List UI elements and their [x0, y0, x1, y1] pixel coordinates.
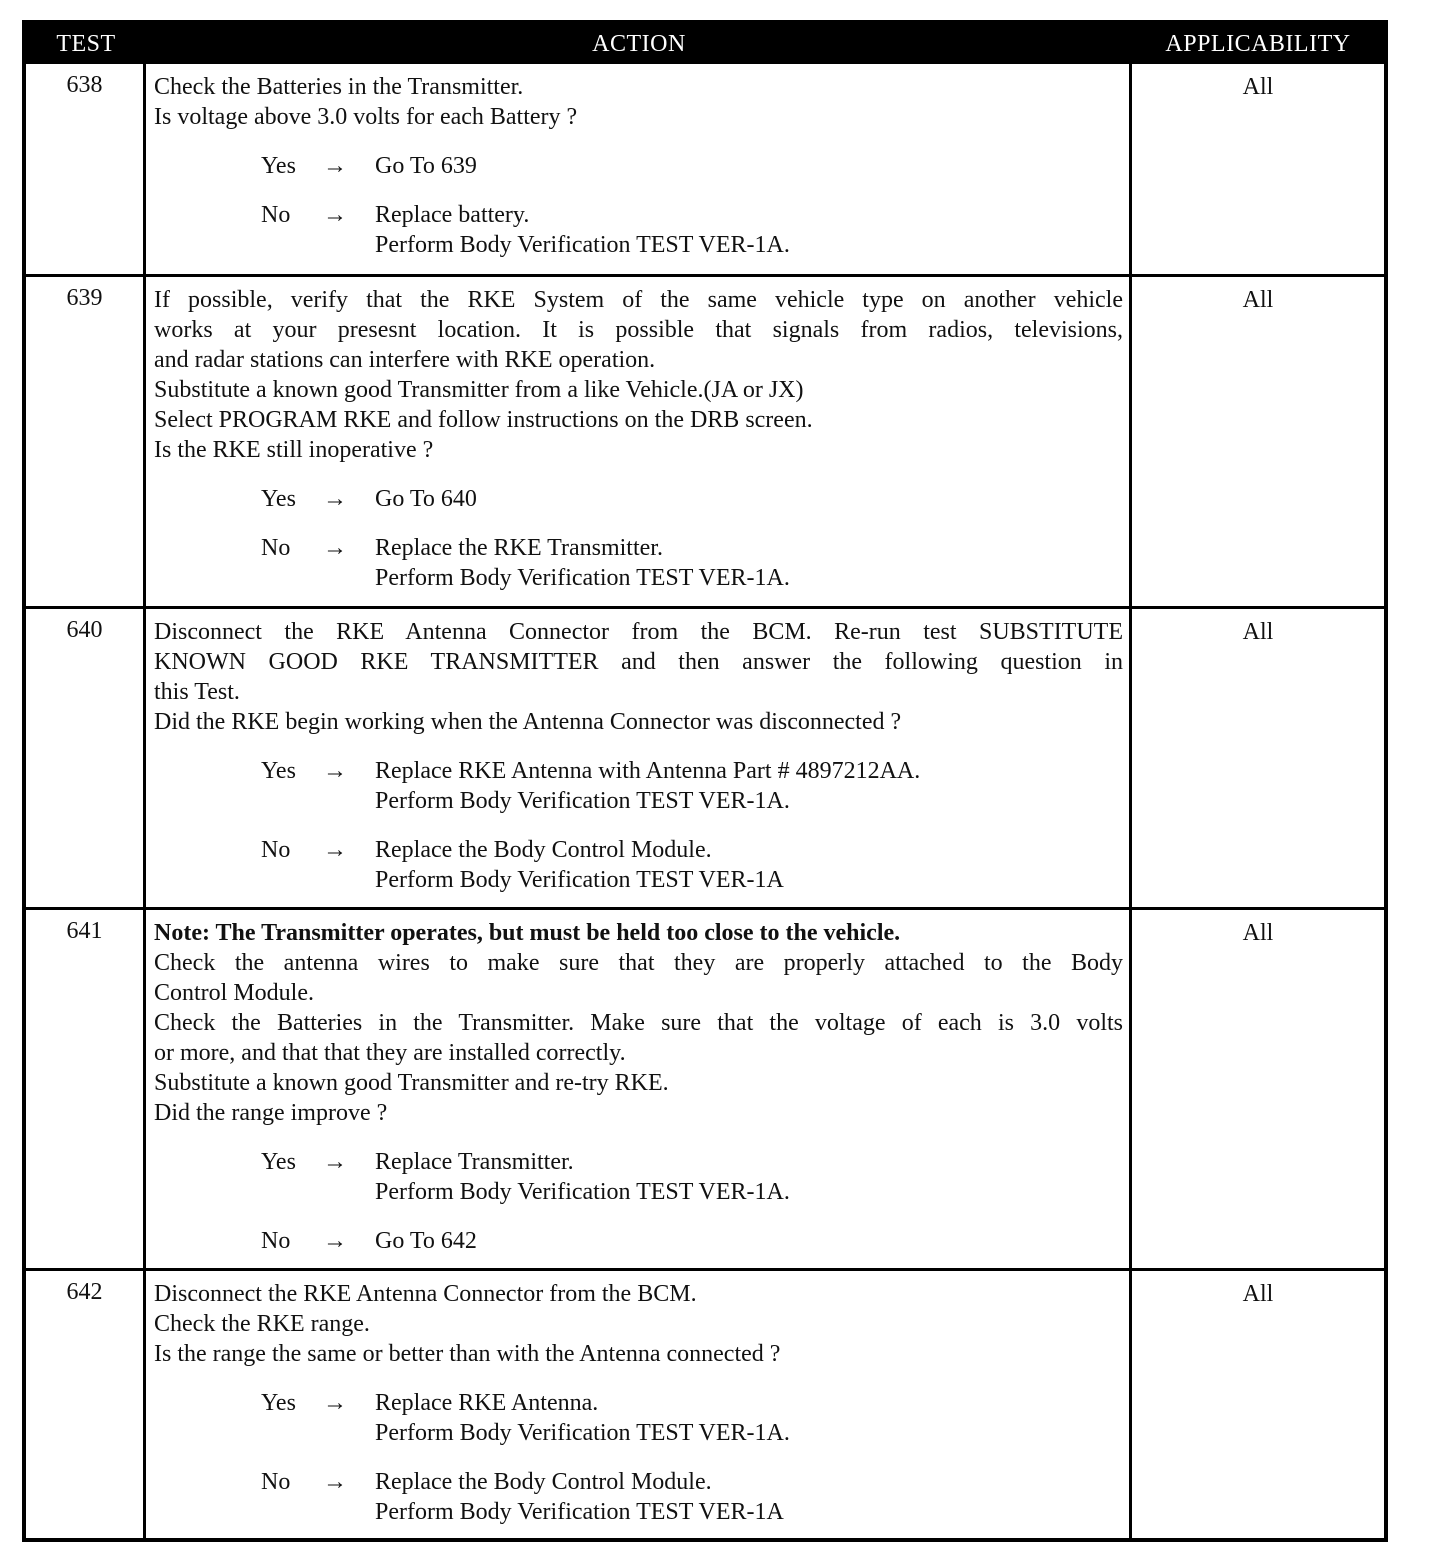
arrow-right-icon: →: [323, 486, 347, 512]
arrow-right-icon: →: [323, 202, 347, 228]
action-line: this Test.: [154, 679, 240, 705]
test-number: 640: [26, 609, 146, 907]
no-label: No: [261, 1228, 291, 1254]
yes-label: Yes: [261, 1390, 296, 1416]
header-test: TEST: [56, 30, 116, 57]
arrow-right-icon: →: [323, 153, 347, 179]
result-line: Perform Body Verification TEST VER-1A: [375, 867, 784, 893]
arrow-right-icon: →: [323, 1228, 347, 1254]
no-result: [375, 1467, 1123, 1527]
action-line: Disconnect the RKE Antenna Connector from the BCM.: [154, 1281, 697, 1307]
arrow-right-icon: →: [323, 535, 347, 561]
result-line: Replace the Body Control Module.: [375, 837, 712, 863]
result-line: Replace RKE Antenna.: [375, 1390, 599, 1416]
yes-result: [375, 756, 1123, 816]
test-number: 639: [26, 277, 146, 606]
result-line: Replace RKE Antenna with Antenna Part # 4897212AA.: [375, 758, 921, 784]
yes-outcome: [154, 756, 1123, 816]
action-cell: [146, 1271, 1132, 1538]
no-outcome: [154, 835, 1123, 895]
action-line: Did the range improve ?: [154, 1100, 388, 1126]
action-line: Select PROGRAM RKE and follow instructions on the DRB screen.: [154, 407, 813, 433]
result-line: Perform Body Verification TEST VER-1A.: [375, 232, 790, 258]
applicability-value: All: [1242, 619, 1274, 645]
action-cell: [146, 910, 1132, 1268]
no-result: [375, 200, 1123, 260]
diagnostic-table: [22, 20, 1388, 1542]
table-row: [26, 274, 1384, 606]
result-line: Replace the Body Control Module.: [375, 1469, 712, 1495]
yes-result: [375, 1388, 1123, 1448]
action-line: Substitute a known good Transmitter and re-try RKE.: [154, 1070, 669, 1096]
applicability-value: All: [1242, 74, 1274, 100]
no-label: No: [261, 1469, 291, 1495]
yes-label: Yes: [261, 486, 296, 512]
arrow-right-icon: →: [323, 1149, 347, 1175]
yes-outcome: [154, 484, 1123, 514]
action-line: Is the RKE still inoperative ?: [154, 437, 434, 463]
applicability-value: All: [1242, 1281, 1274, 1307]
yes-label: Yes: [261, 153, 296, 179]
result-line: Perform Body Verification TEST VER-1A.: [375, 1179, 790, 1205]
no-result: [375, 835, 1123, 895]
action-cell: [146, 64, 1132, 274]
arrow-right-icon: →: [323, 837, 347, 863]
action-line: Control Module.: [154, 980, 314, 1006]
table-header: [26, 24, 1384, 64]
yes-outcome: [154, 1147, 1123, 1207]
no-result: [375, 1226, 1123, 1256]
arrow-right-icon: →: [323, 1469, 347, 1495]
action-line: Check the antenna wires to make sure that they are properly attached to the Body: [154, 950, 1123, 976]
yes-result: [375, 1147, 1123, 1207]
action-line: Is voltage above 3.0 volts for each Battery ?: [154, 104, 578, 130]
table-row: [26, 64, 1384, 274]
no-label: No: [261, 837, 291, 863]
applicability-value: All: [1242, 287, 1274, 313]
yes-result: [375, 484, 1123, 514]
test-number: 641: [26, 910, 146, 1268]
no-outcome: [154, 1467, 1123, 1527]
action-line: Did the RKE begin working when the Antenna Connector was disconnected ?: [154, 709, 902, 735]
note-text: Note: The Transmitter operates, but must be held too close to the vehicle.: [154, 920, 901, 946]
result-line: Perform Body Verification TEST VER-1A.: [375, 1420, 790, 1446]
action-line: Check the RKE range.: [154, 1311, 370, 1337]
result-line: Perform Body Verification TEST VER-1A.: [375, 565, 790, 591]
table-row: [26, 907, 1384, 1268]
action-line: and radar stations can interfere with RKE operation.: [154, 347, 656, 373]
yes-outcome: [154, 1388, 1123, 1448]
yes-label: Yes: [261, 758, 296, 784]
no-label: No: [261, 202, 291, 228]
arrow-right-icon: →: [323, 758, 347, 784]
result-line: Perform Body Verification TEST VER-1A: [375, 1499, 784, 1525]
action-line: Check the Batteries in the Transmitter.: [154, 74, 524, 100]
action-line: If possible, verify that the RKE System of the same vehicle type on another vehicle: [154, 287, 1123, 313]
yes-outcome: [154, 151, 1123, 181]
no-outcome: [154, 1226, 1123, 1256]
header-applicability: APPLICABILITY: [1165, 30, 1351, 57]
action-cell: [146, 609, 1132, 907]
no-result: [375, 533, 1123, 593]
table-body: [26, 64, 1384, 1538]
action-line: Substitute a known good Transmitter from a like Vehicle.(JA or JX): [154, 377, 804, 403]
test-number: 638: [26, 64, 146, 274]
result-line: Go To 640: [375, 486, 477, 512]
result-line: Perform Body Verification TEST VER-1A.: [375, 788, 790, 814]
action-line: works at your presesnt location. It is possible that signals from radios, televisions,: [154, 317, 1123, 343]
no-outcome: [154, 533, 1123, 593]
action-cell: [146, 277, 1132, 606]
action-line: Check the Batteries in the Transmitter. Make sure that the voltage of each is 3.0 volts: [154, 1010, 1123, 1036]
result-line: Replace the RKE Transmitter.: [375, 535, 663, 561]
no-outcome: [154, 200, 1123, 260]
arrow-right-icon: →: [323, 1390, 347, 1416]
test-number: 642: [26, 1271, 146, 1538]
table-row: [26, 1268, 1384, 1538]
table-row: [26, 606, 1384, 907]
applicability-value: All: [1242, 920, 1274, 946]
yes-result: [375, 151, 1123, 181]
yes-label: Yes: [261, 1149, 296, 1175]
result-line: Go To 639: [375, 153, 477, 179]
action-line: or more, and that that they are installed correctly.: [154, 1040, 626, 1066]
action-line: Is the range the same or better than with the Antenna connected ?: [154, 1341, 781, 1367]
result-line: Replace Transmitter.: [375, 1149, 574, 1175]
action-line: KNOWN GOOD RKE TRANSMITTER and then answer the following question in: [154, 649, 1123, 675]
action-line: Disconnect the RKE Antenna Connector from the BCM. Re-run test SUBSTITUTE: [154, 619, 1123, 645]
no-label: No: [261, 535, 291, 561]
result-line: Go To 642: [375, 1228, 477, 1254]
header-action: ACTION: [592, 30, 686, 57]
result-line: Replace battery.: [375, 202, 530, 228]
